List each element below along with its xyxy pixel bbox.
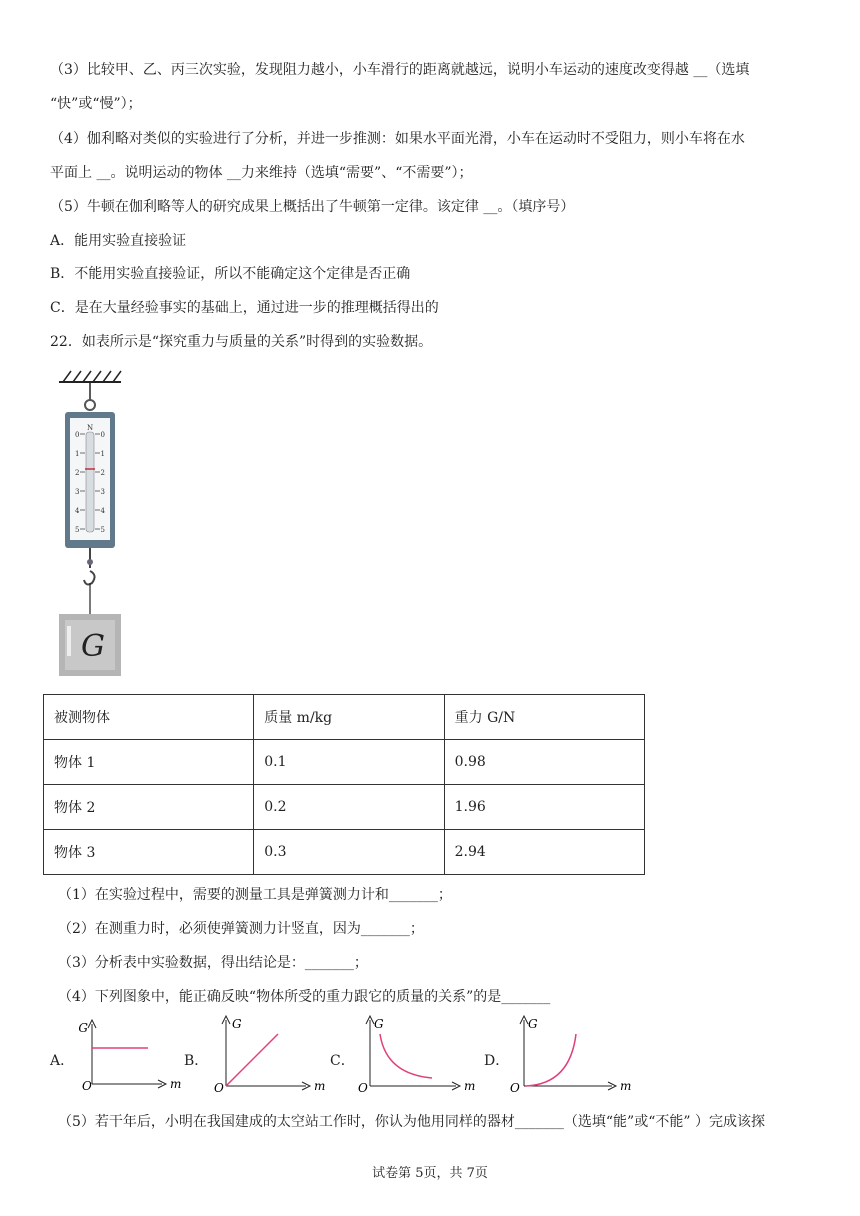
header-object: 被测物体: [44, 695, 254, 740]
header-mass: 质量 m/kg: [254, 695, 444, 740]
origin-label: O: [510, 1081, 520, 1094]
text-line-4: 平面上 __。说明运动的物体 __力来维持（选填“需要”、“不需要”）；: [50, 165, 473, 181]
weight-block-label: G: [81, 629, 105, 664]
sub-question-4: （4）下列图象中，能正确反映“物体所受的重力跟它的质量的关系”的是_______: [58, 989, 551, 1005]
axis-x-label: m: [314, 1079, 326, 1093]
sub-question-2: （2）在测重力时，必须使弹簧测力计竖直，因为_______；: [58, 921, 424, 937]
scale-tick-label: 1: [75, 450, 80, 458]
text-line-2: “快”或“慢”）；: [50, 96, 142, 112]
scale-tick-label: 5: [100, 526, 105, 534]
table-cell: 0.1: [254, 740, 444, 785]
table-cell: 0.2: [254, 785, 444, 830]
scale-tick-label: 0: [75, 431, 80, 439]
origin-label: O: [214, 1081, 224, 1094]
table-cell: 1.96: [444, 785, 644, 830]
axis-y-label: G: [232, 1017, 242, 1031]
option-a-text: A．能用实验直接验证: [50, 233, 187, 249]
table-cell: 物体 3: [44, 830, 254, 875]
table-cell: 物体 1: [44, 740, 254, 785]
text-line-5: （5）牛顿在伽利略等人的研究成果上概括出了牛顿第一定律。该定律 __。（填序号）: [50, 199, 575, 215]
option-b-text: B．不能用实验直接验证，所以不能确定这个定律是否正确: [50, 266, 411, 282]
scale-tick-label: 4: [100, 507, 105, 515]
graph-option-c-label: C．: [330, 1053, 355, 1069]
text-line-1: （3）比较甲、乙、丙三次实验，发现阻力越小，小车滑行的距离就越远，说明小车运动的速度改变得越 __（选填: [50, 62, 750, 78]
axis-x-label: m: [170, 1077, 182, 1091]
scale-tick-label: 5: [75, 526, 80, 534]
spring-scale-figure: [55, 368, 145, 680]
option-c-text: C．是在大量经验事实的基础上，通过进一步的推理概括得出的: [50, 300, 439, 316]
table-header-row: [44, 695, 645, 740]
axis-x-label: m: [464, 1079, 476, 1093]
graph-d: [508, 1012, 640, 1094]
question-22-title: 22．如表所示是“探究重力与质量的关系”时得到的实验数据。: [50, 334, 433, 350]
scale-tick-label: 2: [75, 469, 80, 477]
axis-y-label: G: [374, 1017, 384, 1031]
axis-y-label: G: [78, 1021, 88, 1035]
table-cell: 2.94: [444, 830, 644, 875]
table-cell: 物体 2: [44, 785, 254, 830]
table-cell: 0.98: [444, 740, 644, 785]
header-weight: 重力 G/N: [444, 695, 644, 740]
axis-y-label: G: [528, 1017, 538, 1031]
data-table: [43, 694, 645, 875]
axis-x-label: m: [620, 1079, 632, 1093]
scale-tick-label: 2: [100, 469, 105, 477]
scale-tick-label: 4: [75, 507, 80, 515]
scale-tick-label: 3: [100, 488, 105, 496]
graph-option-a-label: A．: [50, 1053, 75, 1069]
table-row: [44, 830, 645, 875]
graph-a: [78, 1016, 188, 1092]
origin-label: O: [358, 1081, 368, 1094]
graph-b: [212, 1012, 332, 1094]
text-line-3: （4）伽利略对类似的实验进行了分析，并进一步推测：如果水平面光滑，小车在运动时不受阻力，则小车将在水: [50, 131, 745, 147]
table-cell: 0.3: [254, 830, 444, 875]
table-row: [44, 740, 645, 785]
scale-tick-label: 1: [100, 450, 105, 458]
sub-question-1: （1）在实验过程中，需要的测量工具是弹簧测力计和_______；: [58, 887, 452, 903]
graph-option-b-label: B．: [184, 1053, 209, 1069]
graph-option-d-label: D．: [484, 1053, 510, 1069]
page-footer: 试卷第 5页，共 7页: [372, 1166, 488, 1181]
scale-unit-label: N: [86, 424, 94, 432]
origin-label: O: [82, 1079, 92, 1092]
scale-tick-label: 3: [75, 488, 80, 496]
scale-tick-label: 0: [100, 431, 105, 439]
table-row: [44, 785, 645, 830]
sub-question-5: （5）若干年后，小明在我国建成的太空站工作时，你认为他用同样的器材_______（选填“能”或“不能” ）完成该探: [58, 1114, 765, 1130]
sub-question-3: （3）分析表中实验数据，得出结论是：_______；: [58, 955, 368, 971]
graph-c: [356, 1012, 476, 1094]
